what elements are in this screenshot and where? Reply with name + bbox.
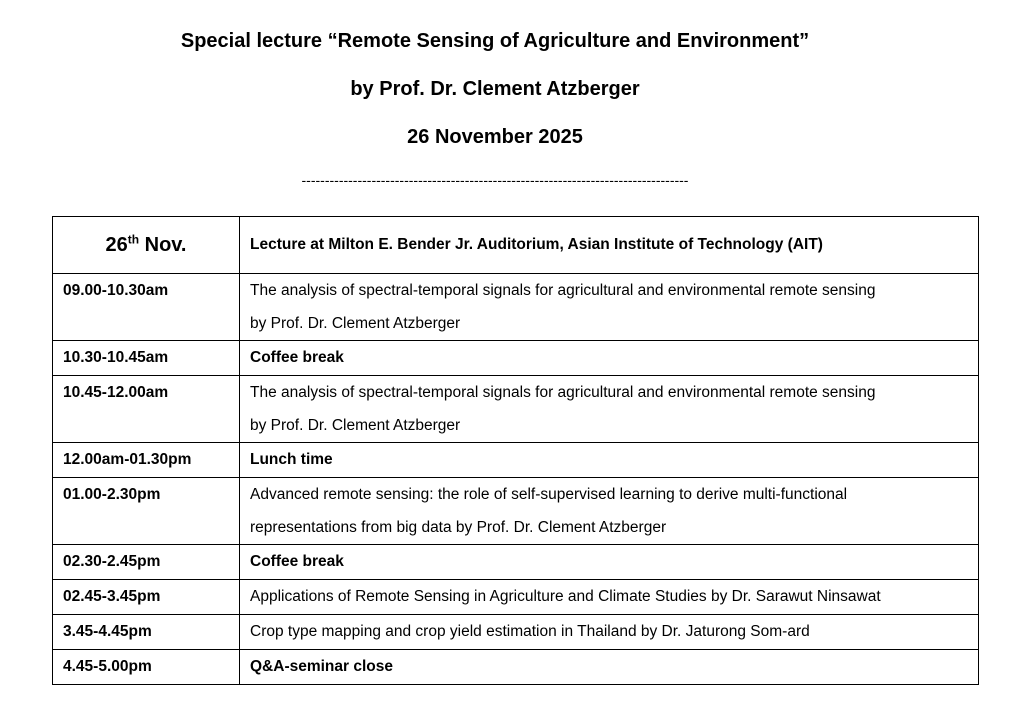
session-text-line: by Prof. Dr. Clement Atzberger [250,315,461,332]
session-cell: Q&A-seminar close [240,650,979,685]
session-cell: Applications of Remote Sensing in Agriculture and Climate Studies by Dr. Sarawut Ninsawat [240,580,979,615]
day-suffix: th [127,232,140,247]
session-cell: Coffee break [240,545,979,580]
time-cell: 12.00am-01.30pm [53,443,240,478]
table-row [53,580,979,615]
schedule-table [52,216,979,685]
session-text-line: The analysis of spectral-temporal signals for agricultural and environmental remote sensing [250,282,876,299]
table-row [53,274,979,341]
session-text-line: by Prof. Dr. Clement Atzberger [250,417,461,434]
session-cell [240,376,979,443]
session-cell [240,478,979,545]
speaker-line: by Prof. Dr. Clement Atzberger [350,78,640,100]
time-cell: 01.00-2.30pm [53,478,240,545]
table-header-row [53,217,979,274]
session-text-line: The analysis of spectral-temporal signals for agricultural and environmental remote sensing [250,384,876,401]
time-cell: 10.30-10.45am [53,341,240,376]
day-number: 26 [105,234,128,256]
session-cell: Lunch time [240,443,979,478]
session-text-line: representations from big data by Prof. Dr. Clement Atzberger [250,519,667,536]
time-cell: 10.45-12.00am [53,376,240,443]
document-title: Special lecture “Remote Sensing of Agriculture and Environment” [180,30,810,52]
day-month: Nov. [139,234,187,256]
table-row [53,615,979,650]
session-cell: Crop type mapping and crop yield estimation in Thailand by Dr. Jaturong Som-ard [240,615,979,650]
table-row [53,478,979,545]
time-cell: 02.30-2.45pm [53,545,240,580]
table-row [53,545,979,580]
table-row [53,650,979,685]
session-text-line: Advanced remote sensing: the role of self-supervised learning to derive multi-functional [250,486,848,503]
table-row [53,341,979,376]
table-row [53,443,979,478]
time-cell: 3.45-4.45pm [53,615,240,650]
session-cell: Coffee break [240,341,979,376]
venue-header-cell: Lecture at Milton E. Bender Jr. Auditorium, Asian Institute of Technology (AIT) [240,217,979,274]
time-cell: 09.00-10.30am [53,274,240,341]
time-cell: 4.45-5.00pm [53,650,240,685]
event-date: 26 November 2025 [407,126,583,148]
dashed-divider: ----------------------------------------------------------------------------------- [301,172,689,188]
time-cell: 02.45-3.45pm [53,580,240,615]
session-cell [240,274,979,341]
table-row [53,376,979,443]
day-header-cell [53,217,240,274]
